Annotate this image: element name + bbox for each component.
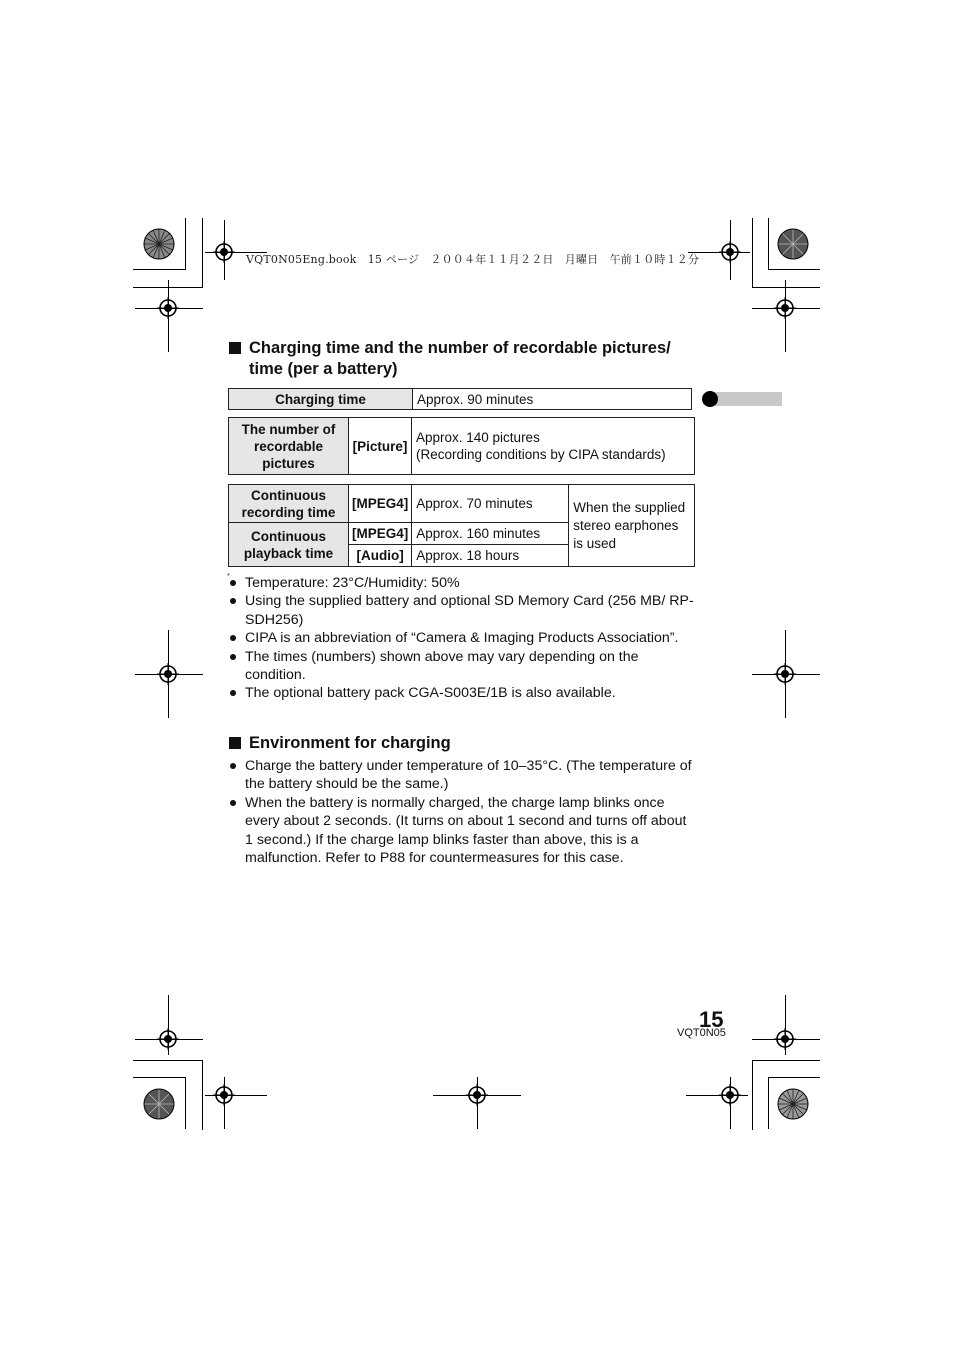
list-item: The optional battery pack CGA-S003E/1B is also available. — [229, 684, 694, 702]
registration-target-icon — [774, 1028, 796, 1050]
model-code: VQT0N05 — [677, 1027, 726, 1039]
registration-target-icon — [157, 1028, 179, 1050]
footnote-marker: * — [227, 573, 230, 580]
square-bullet-icon — [229, 737, 241, 749]
notes-list — [229, 574, 694, 703]
list-item: When the battery is normally charged, the charge lamp blinks once every about 2 seconds. (It turns on about 1 second and turns off about 1 second.) If the charge lamp blinks faster than above, this is a malfunction. Refer to P88 for countermeasures for this case. — [229, 794, 694, 868]
section-heading-charging — [229, 338, 699, 382]
charging-time-label: Charging time — [229, 389, 413, 410]
registration-target-icon — [213, 1084, 235, 1106]
picture-mode-tag: [Picture] — [349, 418, 412, 475]
pictures-value-line-1: Approx. 140 pictures — [416, 430, 540, 445]
print-header: VQT0N05Eng.book 15 ページ ２００４年１１月２２日 月曜日 午前１０時１２分 — [246, 253, 700, 266]
continuous-recording-label: Continuous recording time — [229, 485, 349, 523]
list-item: Temperature: 23°C/Humidity: 50% — [229, 574, 694, 592]
circle-icon — [702, 391, 718, 407]
color-rosette-icon — [777, 1088, 809, 1120]
section-heading-environment — [229, 733, 699, 755]
page-number: 15 — [699, 1007, 724, 1032]
recordable-pictures-value — [412, 418, 695, 475]
registration-target-icon — [774, 297, 796, 319]
registration-target-icon — [774, 663, 796, 685]
side-tab-bar — [710, 392, 782, 406]
list-item: Charge the battery under temperature of 10–35°C. (The temperature of the battery should be the same.) — [229, 757, 694, 794]
recording-time-value: Approx. 70 minutes — [412, 485, 569, 523]
color-rosette-icon — [143, 1088, 175, 1120]
square-bullet-icon — [229, 342, 241, 354]
heading-line-2: time (per a battery) — [249, 360, 398, 378]
recordable-pictures-label: The number of recordable pictures — [229, 418, 349, 475]
mpeg4-tag: [MPEG4] — [349, 523, 412, 545]
recordable-pictures-table — [228, 417, 695, 475]
list-item: CIPA is an abbreviation of “Camera & Imaging Products Association”. — [229, 629, 694, 647]
registration-target-icon — [213, 241, 235, 263]
charging-time-table — [228, 388, 692, 410]
heading-line-1: Charging time and the number of recordable pictures/ — [249, 339, 671, 357]
heading-text: Environment for charging — [249, 734, 451, 752]
continuous-playback-label: Continuous playback time — [229, 523, 349, 567]
audio-tag: [Audio] — [349, 545, 412, 567]
list-item: Using the supplied battery and optional SD Memory Card (256 MB/ RP-SDH256) — [229, 592, 694, 629]
side-index-tab — [702, 391, 782, 407]
color-rosette-icon — [777, 228, 809, 260]
registration-target-icon — [719, 1084, 741, 1106]
pictures-value-line-2: (Recording conditions by CIPA standards) — [416, 447, 666, 462]
environment-list — [229, 757, 694, 867]
registration-target-icon — [466, 1084, 488, 1106]
recording-time-table — [228, 484, 695, 567]
registration-target-icon — [157, 297, 179, 319]
charging-time-value: Approx. 90 minutes — [413, 389, 692, 410]
color-rosette-icon — [143, 228, 175, 260]
registration-target-icon — [157, 663, 179, 685]
list-item: The times (numbers) shown above may vary depending on the condition. — [229, 648, 694, 685]
audio-playback-value: Approx. 18 hours — [412, 545, 569, 567]
mpeg4-tag: [MPEG4] — [349, 485, 412, 523]
registration-target-icon — [719, 241, 741, 263]
playback-time-value: Approx. 160 minutes — [412, 523, 569, 545]
earphones-note: When the supplied stereo earphones is used — [569, 485, 695, 567]
